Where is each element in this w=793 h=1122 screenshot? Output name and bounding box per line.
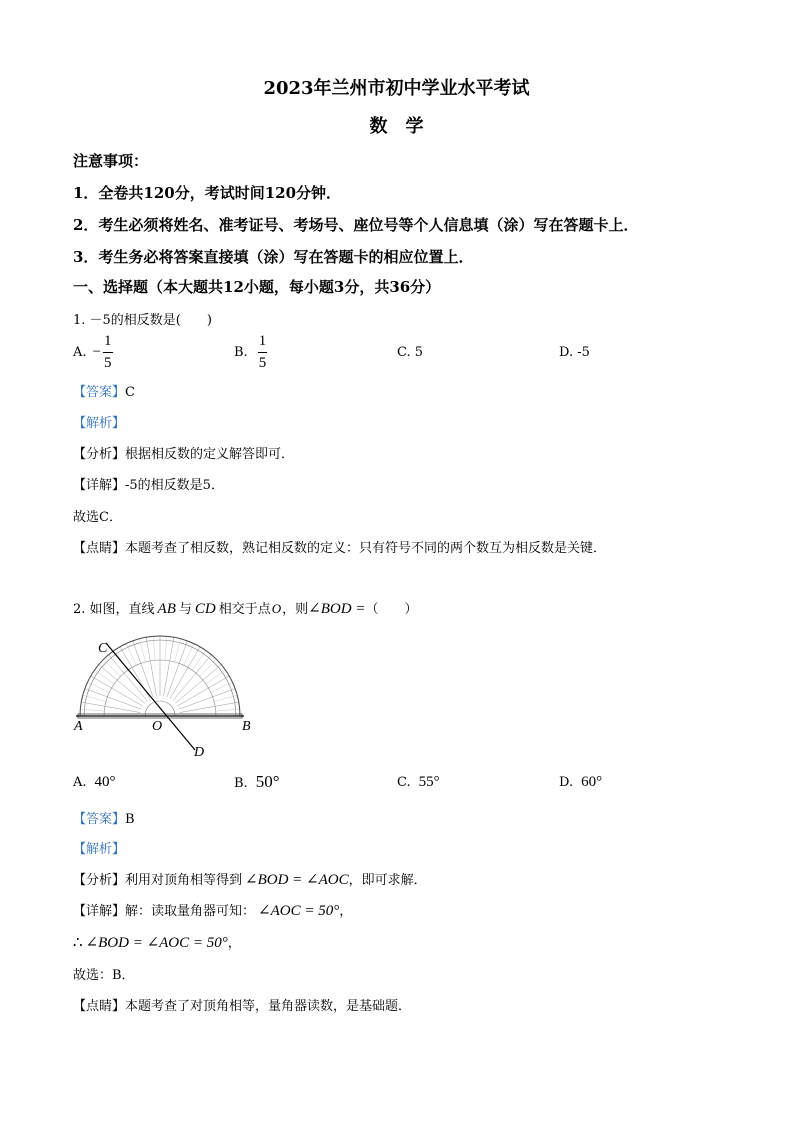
notes-heading: 注意事项： [73, 152, 149, 170]
q2-stem-tail: （ ） [365, 602, 418, 617]
protractor-tick [200, 659, 217, 676]
q2-detail-expr: ∠AOC = 50° [258, 903, 340, 919]
q2-fenxi [73, 869, 427, 889]
q2-detail [73, 900, 352, 920]
q1-option-b-label: B. [234, 344, 248, 360]
protractor-tick [85, 689, 141, 710]
q2-comment-tag: 【点睛】 [73, 999, 126, 1014]
q2-angle-expr: ∠BOD = [308, 601, 366, 617]
subject-title: 数 学 [369, 116, 424, 137]
q2-fenxi-expr: ∠BOD = ∠AOC [245, 872, 349, 888]
note-item-3: 3．考生务必将答案直接填（涂）写在答题卡的相应位置上． [73, 248, 474, 266]
q1-conclusion: 故选C． [73, 510, 122, 525]
label-b: B [242, 719, 251, 734]
q2-stem-mid2: 相交于点 [218, 602, 271, 617]
q2-detail-tag: 【详解】 [73, 904, 126, 919]
q2-stem-prefix: 2. 如图，直线 [73, 602, 155, 617]
q1-option-a [73, 332, 113, 372]
q1-detail-tag: 【详解】 [73, 478, 126, 493]
q2-option-b [234, 772, 280, 792]
q2-comment [73, 995, 411, 1014]
therefore-symbol: ∴ [73, 935, 83, 951]
q1-detail-text: -5的相反数是5． [125, 478, 224, 493]
q2-detail-tail: ， [339, 904, 353, 919]
q2-fenxi-tail: ，即可求解． [348, 873, 427, 888]
q2-option-c [397, 774, 440, 791]
q2-stem-mid3: ，则 [282, 602, 309, 617]
protractor-tick [180, 702, 239, 712]
protractor-tick [163, 637, 173, 696]
q2-fenxi-prefix: 利用对顶角相等得到 [125, 873, 243, 888]
q1-comment-tag: 【点睛】 [73, 541, 126, 556]
q1-option-a-denominator: 5 [104, 354, 112, 371]
q2-fenxi-tag: 【分析】 [73, 873, 126, 888]
q1-fenxi-text: 根据相反数的定义解答即可． [125, 447, 295, 462]
q2-option-c-value: 55° [418, 774, 440, 790]
q2-answer-value: B [125, 812, 135, 827]
q2-line-cd: CD [194, 601, 216, 617]
q1-analysis-tag: 【解析】 [73, 416, 126, 431]
q2-option-b-label: B. [234, 776, 248, 791]
note-item-1: 1．全卷共120分，考试时间120分钟． [73, 184, 342, 202]
q2-conclusion: 故选：B． [73, 968, 135, 983]
q2-option-a [73, 774, 116, 791]
q1-answer [73, 381, 135, 400]
q1-option-a-sign: − [92, 343, 101, 360]
label-a: A [74, 719, 83, 734]
label-o: O [152, 719, 163, 734]
section-heading: 一、选择题（本大题共12小题，每小题3分，共36分） [73, 278, 441, 296]
q1-option-a-fraction [103, 334, 113, 371]
q2-therefore [73, 932, 241, 952]
q1-comment-text: 本题考查了相反数，熟记相反数的定义：只有符号不同的两个数互为相反数是关键． [125, 541, 607, 556]
q2-protractor-figure [70, 630, 270, 760]
q2-answer [73, 808, 135, 827]
q2-point-o: O [271, 601, 282, 616]
q2-option-d [559, 774, 602, 791]
q2-line-ab: AB [157, 601, 176, 617]
q2-answer-tag: 【答案】 [73, 812, 126, 827]
q2-analysis-tag: 【解析】 [73, 842, 126, 857]
note-item-2: 2．考生必须将姓名、准考证号、考场号、座位号等个人信息填（涂）写在答题卡上． [73, 216, 639, 234]
q2-option-d-label: D. [559, 775, 574, 790]
q1-comment [73, 537, 606, 556]
q1-fenxi-tag: 【分析】 [73, 447, 126, 462]
q2-stem [73, 598, 417, 618]
protractor-tick [133, 641, 154, 697]
protractor-tick [81, 702, 140, 712]
protractor-tick [167, 641, 188, 697]
label-d: D [194, 745, 205, 760]
q2-option-b-value: 50° [255, 772, 280, 791]
q2-option-a-value: 40° [94, 774, 116, 790]
q1-option-b [234, 332, 267, 372]
q2-detail-prefix: 解：读取量角器可知： [125, 904, 256, 919]
protractor-tick [146, 637, 156, 696]
label-c: C [98, 641, 108, 656]
q1-answer-tag: 【答案】 [73, 385, 126, 400]
q1-option-c: C. 5 [397, 345, 424, 360]
q1-option-b-fraction [258, 334, 268, 371]
q1-detail [73, 474, 224, 493]
q1-option-d: D. -5 [559, 345, 590, 360]
q2-therefore-expr: ∠BOD = ∠AOC = 50° [85, 935, 228, 951]
protractor-tick [103, 659, 120, 676]
q1-option-a-numerator: 1 [103, 334, 113, 353]
q1-option-b-numerator: 1 [258, 334, 268, 353]
q1-stem: 1. －5的相反数是( ) [73, 313, 212, 328]
protractor-tick [179, 689, 235, 710]
q2-comment-text: 本题考查了对顶角相等，量角器读数，是基础题． [125, 999, 412, 1014]
q2-option-d-value: 60° [581, 774, 603, 790]
q2-stem-mid1: 与 [178, 602, 192, 617]
q1-fenxi [73, 443, 294, 462]
q2-option-a-label: A. [73, 775, 87, 790]
q2-therefore-tail: ， [227, 936, 241, 951]
q1-answer-value: C [125, 385, 135, 400]
q1-option-b-denominator: 5 [258, 354, 267, 371]
q1-option-a-label: A. [73, 344, 87, 360]
line-cd [106, 643, 195, 750]
q2-option-c-label: C. [397, 775, 411, 790]
exam-title: 2023年兰州市初中学业水平考试 [263, 78, 530, 99]
